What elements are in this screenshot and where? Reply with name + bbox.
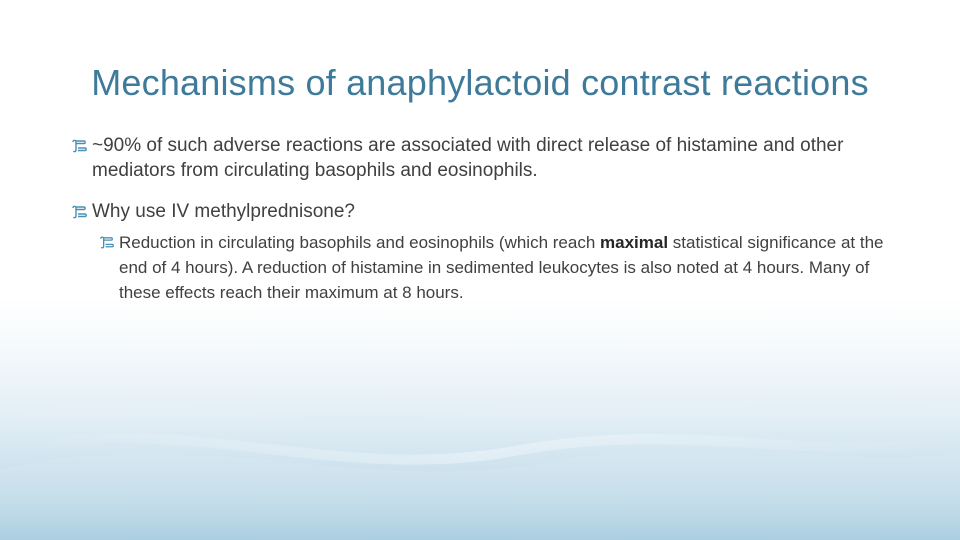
bullet-item xyxy=(66,199,906,224)
slide-title: Mechanisms of anaphylactoid contrast reactions xyxy=(91,62,869,103)
sub-bullet-text-end: statistical significance at the end of 4 hours). A reduction of histamine in sedimented leukocytes is also noted at 4 hours. Many of these effects reach their maximum at 8 hours. xyxy=(119,233,884,302)
bullet-item xyxy=(66,133,906,183)
scroll-bullet-icon xyxy=(70,203,88,221)
scroll-bullet-icon xyxy=(70,137,88,155)
bullet-text: Why use IV methylprednisone? xyxy=(92,201,355,222)
background-wave xyxy=(0,300,960,540)
sub-bullet-item xyxy=(92,230,906,305)
slide-body xyxy=(66,133,906,305)
emphasis-text: maximal xyxy=(600,233,669,252)
bullet-text: ~90% of such adverse reactions are associated with direct release of histamine and other mediators from circulating basophils and eosinophils. xyxy=(92,135,844,181)
sub-bullet-text-start: Reduction in circulating basophils and eosinophils (which reach xyxy=(119,233,600,252)
scroll-bullet-icon xyxy=(98,234,115,251)
